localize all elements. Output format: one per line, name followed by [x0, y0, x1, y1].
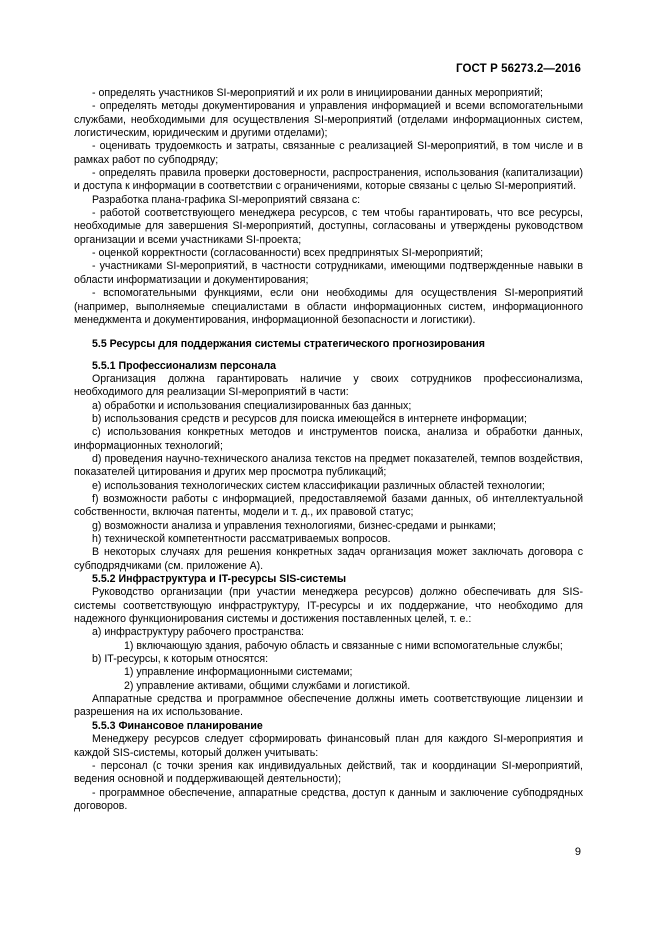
paragraph: - вспомогательными функциями, если они необходимы для осуществления SI-мероприятий (например, выполняемые специалистами в области информационных систем, информационного менеджмента и документирования, информационной безопасности и логистики).: [74, 287, 583, 326]
list-item: b) IT-ресурсы, к которым относятся:: [92, 653, 269, 666]
paragraph: Организация должна гарантировать наличие у своих сотрудников профессионализма, необходимого для реализации SI-мероприятий в части:: [74, 372, 583, 399]
section-heading-5-5: 5.5 Ресурсы для поддержания системы стратегического прогнозирования: [92, 338, 485, 351]
page-number: 9: [574, 846, 581, 858]
paragraph: - оценивать трудоемкость и затраты, связанные с реализацией SI-мероприятий, в том числе и в рамках работ по субподряду;: [74, 140, 583, 166]
paragraph: - оценкой корректности (согласованности) всех предпринятых SI-мероприятий;: [92, 247, 484, 260]
list-item: с) использования конкретных методов и инструментов поиска, анализа и обработки данных, информационных технологий;: [74, 426, 583, 452]
paragraph: Разработка плана-графика SI-мероприятий связана с:: [92, 193, 361, 206]
paragraph: Аппаратные средства и программное обеспечение должны иметь соответствующие лицензии и разрешения на их использование.: [74, 693, 583, 719]
list-item: е) использования технологических систем классификации различных областей технологии;: [92, 479, 545, 492]
list-item: - персонал (с точки зрения как индивидуальных действий, так и координации SI-мероприятий, ведения основной и поддерживающей деятельности);: [74, 759, 583, 786]
subsection-heading-5-5-2: 5.5.2 Инфраструктура и IT-ресурсы SIS-системы: [92, 573, 347, 586]
paragraph: - определять участников SI-мероприятий и их роли в инициировании данных мероприятий;: [92, 87, 543, 99]
list-item: - программное обеспечение, аппаратные средства, доступ к данным и заключение субподрядных договоров.: [74, 786, 583, 812]
sub-list-item: 1) управление информационными системами;: [124, 666, 353, 679]
paragraph: Руководство организации (при участии менеджера ресурсов) должно обеспечивать для SIS-системы соответствующую инфраструктуру, IT-ресурсы и их поддержание, что необходимо для надежного функционирования системы и достижения поставленных целей, т. е.:: [74, 586, 583, 626]
list-item: b) использования средств и ресурсов для поиска имеющейся в интернете информации;: [92, 412, 527, 425]
paragraph: Менеджеру ресурсов следует сформировать финансовый план для каждого SI-мероприятия и каждой SIS-системы, который должен учитывать:: [74, 733, 583, 759]
list-item: а) инфраструктуру рабочего пространства:: [92, 626, 304, 639]
list-item: h) технической компетентности рассматриваемых вопросов.: [92, 533, 391, 545]
paragraph: - определять правила проверки достоверности, распространения, использования (капитализации) и доступа к информации в соответствии с ограничениями, которые связаны с целью SI-мероприятий.: [74, 167, 583, 193]
subsection-heading-5-5-1: 5.5.1 Профессионализм персонала: [92, 359, 277, 372]
paragraph: В некоторых случаях для решения конкретных задач организация может заключать договора с субподрядчиками (см. приложение А).: [74, 546, 583, 572]
paragraph: - определять методы документирования и управления информацией и всеми вспомогательными службами, необходимыми для осуществления SI-мероприятий (отделами информационных систем, логистическим, юридическим и другими отделами);: [74, 100, 583, 140]
subsection-heading-5-5-3: 5.5.3 Финансовое планирование: [92, 719, 263, 732]
document-id: ГОСТ Р 56273.2—2016: [456, 63, 581, 75]
paragraph: - участниками SI-мероприятий, в частности сотрудниками, имеющими подтвержденные навыки в области информатизации и документирования;: [74, 260, 583, 286]
list-item: f) возможности работы с информацией, предоставляемой базами данных, об интеллектуальной собственности, включая патенты, модели и т. д., их правовой статус;: [74, 492, 583, 519]
list-item: g) возможности анализа и управления технологиями, бизнес-средами и рынками;: [92, 519, 496, 532]
list-item: а) обработки и использования специализированных баз данных;: [92, 399, 412, 412]
sub-list-item: 1) включающую здания, рабочую область и связанные с ними вспомогательные службы;: [124, 639, 563, 652]
page-body: [74, 87, 583, 813]
list-item: d) проведения научно-технического анализа текстов на предмет показателей, темпов воздействия, показателей цитирования и других мер просмотра публикаций;: [74, 452, 583, 479]
paragraph: - работой соответствующего менеджера ресурсов, с тем чтобы гарантировать, что все ресурсы, необходимые для завершения SI-мероприятий, доступны, согласованы и утверждены руководством организации и всеми участниками SI-проекта;: [74, 207, 583, 246]
sub-list-item: 2) управление активами, общими службами и логистикой.: [124, 679, 411, 692]
